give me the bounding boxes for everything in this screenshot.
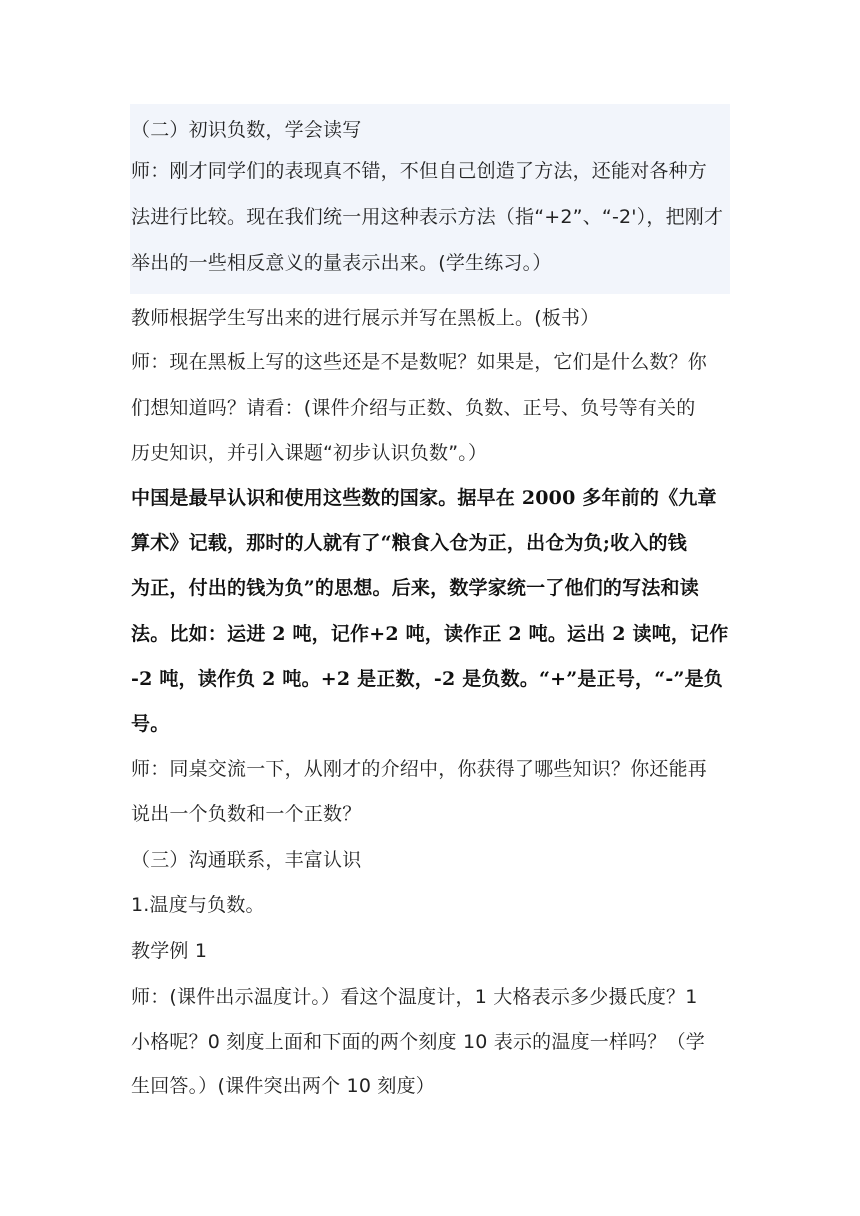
bold-paragraph-line: -2 吨，读作负 2 吨。+2 是正数，-2 是负数。“+”是正号，“-”是负 [131, 668, 723, 690]
bold-paragraph-line: 法。比如：运进 2 吨，记作+2 吨，读作正 2 吨。运出 2 读吨，记作 [131, 623, 729, 645]
paragraph-line: 生回答。）(课件突出两个 10 刻度） [131, 1075, 435, 1097]
paragraph-line: 师：刚才同学们的表现真不错，不但自己创造了方法，还能对各种方 [131, 160, 708, 182]
paragraph-line: 师：同桌交流一下，从刚才的介绍中，你获得了哪些知识？你还能再 [131, 758, 708, 780]
paragraph-line: 历史知识，并引入课题“初步认识负数”。） [131, 442, 488, 464]
paragraph-line: 小格呢？0 刻度上面和下面的两个刻度 10 表示的温度一样吗？（学 [131, 1031, 705, 1053]
paragraph-line: 教师根据学生写出来的进行展示并写在黑板上。(板书） [131, 307, 600, 329]
paragraph-line: 师：(课件出示温度计。）看这个温度计，1 大格表示多少摄氏度？1 [131, 986, 698, 1008]
paragraph-line: 师：现在黑板上写的这些还是不是数呢？如果是，它们是什么数？你 [131, 351, 708, 373]
example-label: 教学例 1 [131, 940, 208, 962]
bold-paragraph-line: 号。 [131, 713, 170, 735]
bold-paragraph-line: 为正，付出的钱为负”的思想。后来，数学家统一了他们的写法和读 [131, 577, 699, 599]
paragraph-line: 们想知道吗？请看：(课件介绍与正数、负数、正号、负号等有关的 [131, 397, 696, 419]
paragraph-line: 法进行比较。现在我们统一用这种表示方法（指“+2”、“-2'），把刚才 [131, 206, 724, 228]
paragraph-line: 说出一个负数和一个正数？ [131, 803, 362, 825]
paragraph-line: 举出的一些相反意义的量表示出来。(学生练习。） [131, 252, 552, 274]
section-heading-3: （三）沟通联系，丰富认识 [131, 849, 362, 871]
bold-paragraph-line: 算术》记载，那时的人就有了“粮食入仓为正，出仓为负;收入的钱 [131, 532, 687, 554]
section-heading-2: （二）初识负数，学会读写 [131, 119, 362, 141]
bold-paragraph-line: 中国是最早认识和使用这些数的国家。据早在 2000 多年前的《九章 [131, 487, 717, 509]
subsection-heading: 1.温度与负数。 [131, 894, 265, 916]
